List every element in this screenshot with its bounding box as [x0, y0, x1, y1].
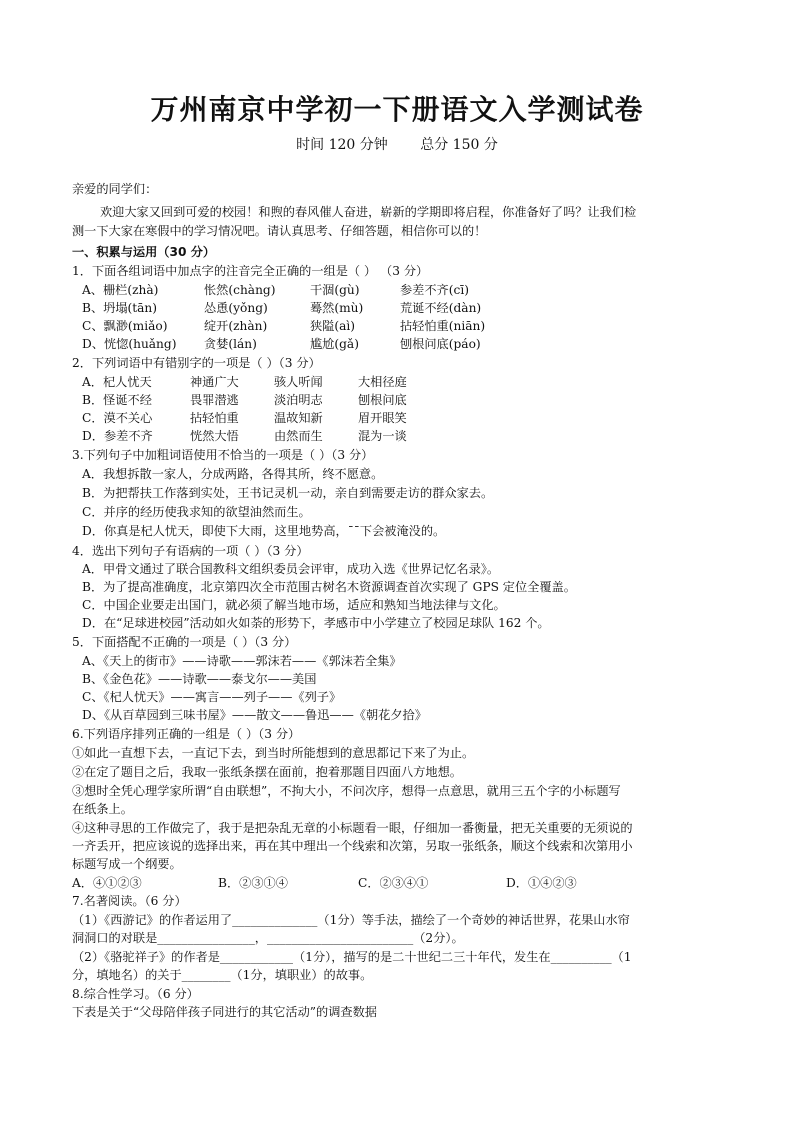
q5-stem: 5．下面搭配不正确的一项是（ ）（3 分）: [72, 635, 297, 649]
q2-a-2: 神通广大: [190, 375, 239, 389]
q2-b-1: B．怪诞不经: [82, 393, 152, 407]
q2-a-1: A．杞人忧天: [82, 375, 152, 389]
q3-option-b: B．为把帮扶工作落到实处，王书记灵机一动，亲自到需要走访的群众家去。: [82, 486, 494, 500]
q7-line-2: 洞洞口的对联是________________，________________________（2分）。: [72, 931, 464, 945]
exam-subtitle: [0, 134, 794, 154]
q2-d-1: D．参差不齐: [82, 429, 153, 443]
q2-d-4: 混为一谈: [358, 429, 407, 443]
q3-option-a: A．我想拆散一家人，分成两路，各得其所，终不愿意。: [82, 467, 384, 481]
q2-a-4: 大相径庭: [358, 375, 407, 389]
q6-option-d: D．①④②③: [506, 876, 577, 890]
q1-d-2: 贪婪(lán): [204, 337, 257, 351]
q5-option-a: A、《天上的街市》——诗歌——郭沫若——《郭沫若全集》: [82, 654, 402, 668]
q1-b-3: 蓦然(mù): [310, 301, 364, 315]
q2-c-2: 拈轻怕重: [190, 411, 239, 425]
exam-score: 总分 150 分: [420, 137, 498, 153]
q1-a-1: A、栅栏(zhà): [82, 283, 159, 297]
q6-sentence-2: ②在定了题目之后，我取一张纸条摆在面前，抱着那题目四面八方地想。: [72, 765, 462, 779]
greeting: 亲爱的同学们：: [72, 182, 158, 196]
q1-a-4: 参差不齐(cī): [400, 283, 469, 297]
exam-title: 万州南京中学初一下册语文入学测试卷: [150, 93, 644, 126]
q1-d-3: 尴尬(gǎ): [310, 337, 359, 351]
q5-option-b: B、《金色花》——诗歌——泰戈尔——美国: [82, 672, 317, 686]
q6-option-c: C．②③④①: [358, 876, 429, 890]
q7-line-3: （2）《骆驼祥子》的作者是____________（1分），描写的是二十世纪二三十年代，发生在__________（1: [72, 950, 632, 964]
q1-d-4: 刨根问底(páo): [400, 337, 481, 351]
q4-stem: 4．选出下列句子有语病的一项（ ）（3 分）: [72, 544, 309, 558]
q1-b-1: B、坍塌(tān): [82, 301, 158, 315]
q7-stem: 7.名著阅读。（6 分）: [72, 894, 187, 908]
q6-sentence-4-cont-2: 标题写成一个纲要。: [72, 857, 182, 871]
q1-c-1: C、飘渺(miǎo): [82, 319, 168, 333]
q1-a-3: 干涸(gù): [310, 283, 360, 297]
q2-c-4: 眉开眼笑: [358, 411, 407, 425]
q1-d-1: D、恍惚(huǎng): [82, 337, 177, 351]
q3-option-d: D．你真是杞人忧天，即使下大雨，这里地势高，¯¯下会被淹没的。: [82, 524, 446, 538]
q7-line-4: 分，填地名）的关于________（1分，填职业）的故事。: [72, 968, 373, 982]
q6-option-a: A．④①②③: [72, 876, 142, 890]
q2-b-2: 畏罪潜逃: [190, 393, 239, 407]
q1-c-3: 狭隘(aì): [310, 319, 356, 333]
q5-option-d: D、《从百草园到三味书屋》——散文——鲁迅——《朝花夕拾》: [82, 708, 427, 722]
q1-b-2: 怂恿(yǒng): [204, 301, 268, 315]
q7-line-1: （1）《西游记》的作者运用了______________（1分）等手法，描绘了一个奇妙的神话世界，花果山水帘: [72, 913, 630, 927]
q2-c-3: 温故知新: [274, 411, 323, 425]
q1-a-2: 怅然(chàng): [204, 283, 276, 297]
section-1-heading: 一、积累与运用（30 分）: [72, 245, 216, 259]
q6-option-b: B．②③①④: [218, 876, 288, 890]
q6-sentence-3-cont: 在纸条上。: [72, 802, 133, 816]
q1-stem: 1．下面各组词语中加点字的注音完全正确的一组是（ ） （3 分）: [72, 264, 429, 278]
q6-sentence-3: ③想时全凭心理学家所谓“自由联想”，不拘大小，不问次序，想得一点意思，就用三五个字的小标题写: [72, 784, 621, 798]
q2-b-4: 刨根问底: [358, 393, 407, 407]
q8-stem: 8.综合性学习。（6 分）: [72, 987, 199, 1001]
q5-option-c: C、《杞人忧天》——寓言——列子——《列子》: [82, 690, 342, 704]
q6-sentence-4: ④这种寻思的工作做完了，我于是把杂乱无章的小标题看一眼，仔细加一番衡量，把无关重要的无须说的: [72, 821, 633, 835]
q4-option-c: C．中国企业要走出国门，就必须了解当地市场，适应和熟知当地法律与文化。: [82, 598, 506, 612]
q2-c-1: C．漠不关心: [82, 411, 153, 425]
q1-c-2: 绽开(zhàn): [204, 319, 268, 333]
q2-d-3: 由然而生: [274, 429, 323, 443]
intro-paragraph-line-2: 测一下大家在寒假中的学习情况吧。请认真思考、仔细答题，相信你可以的！: [72, 224, 487, 238]
q6-sentence-4-cont-1: 一齐丢开，把应该说的选择出来，再在其中理出一个线索和次第，另取一张纸条，顺这个线索和次第用小: [72, 839, 633, 853]
q3-option-c: C．并序的经历使我求知的欲望油然而生。: [82, 505, 311, 519]
q8-line-1: 下表是关于“父母陪伴孩子同进行的其它活动”的调查数据: [72, 1005, 377, 1019]
q6-stem: 6.下列语序排列正确的一组是（ ）（3 分）: [72, 727, 301, 741]
q3-stem: 3.下列句子中加粗词语使用不恰当的一项是（ ）（3 分）: [72, 448, 374, 462]
q2-b-3: 淡泊明志: [274, 393, 323, 407]
exam-time: 时间 120 分钟: [296, 137, 388, 153]
q2-a-3: 骇人听闻: [274, 375, 323, 389]
q2-stem: 2．下列词语中有错别字的一项是（ ）（3 分）: [72, 356, 321, 370]
q6-sentence-1: ①如此一直想下去，一直记下去，到当时所能想到的意思都记下来了为止。: [72, 746, 475, 760]
intro-paragraph-line-1: 欢迎大家又回到可爱的校园！和煦的春风催人奋进，崭新的学期即将启程，你准备好了吗？让我们检: [100, 205, 637, 219]
q1-c-4: 拈轻怕重(niān): [400, 319, 486, 333]
q4-option-d: D．在“足球进校园”活动如火如荼的形势下，孝感市中小学建立了校园足球队 162 个。: [82, 616, 550, 630]
q1-b-4: 荒诞不经(dàn): [400, 301, 482, 315]
q4-option-b: B．为了提高准确度，北京第四次全市范围古树名木资源调查首次实现了 GPS 定位全覆盖。: [82, 580, 576, 594]
q2-d-2: 恍然大悟: [190, 429, 239, 443]
q4-option-a: A．甲骨文通过了联合国教科文组织委员会评审，成功入选《世界记忆名录》。: [82, 562, 500, 576]
